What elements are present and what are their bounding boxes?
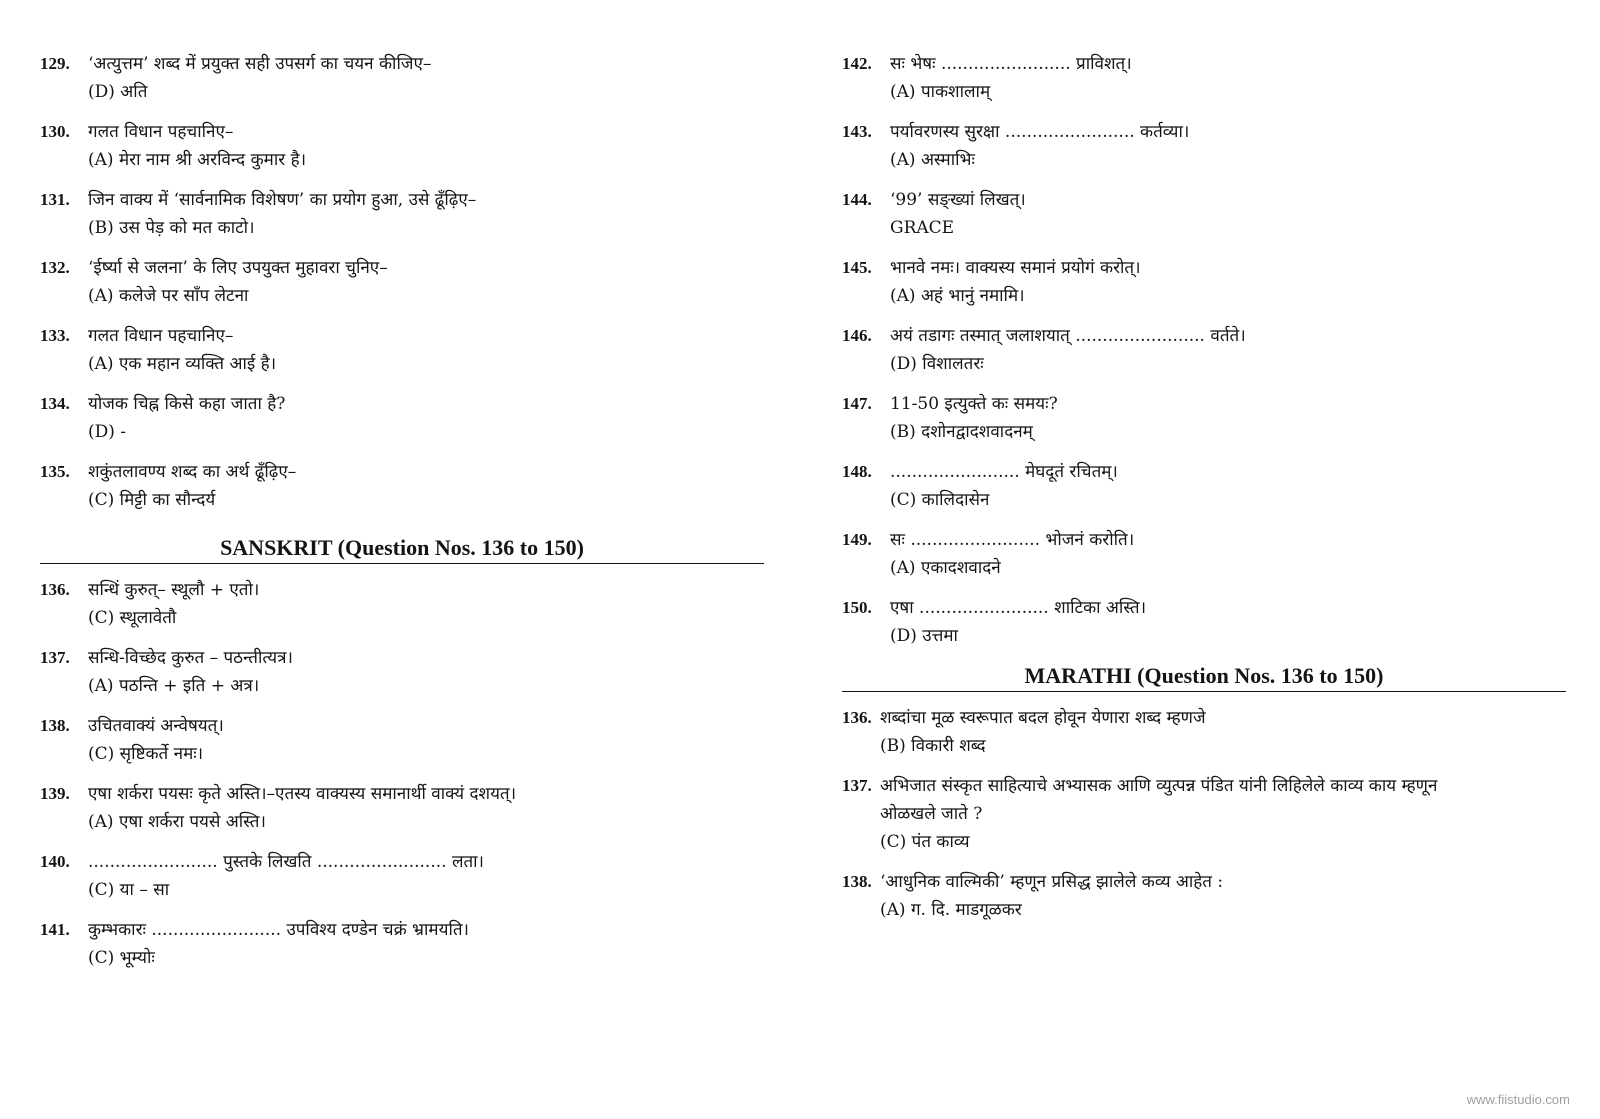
answer-text: (C) कालिदासेन (890, 490, 990, 510)
question-number: 144. (842, 190, 872, 209)
answer-text: (D) विशालतरः (890, 354, 984, 374)
question-130 (40, 118, 764, 174)
question-text: शकुंतलावण्य शब्द का अर्थ ढूँढ़िए– (88, 462, 297, 482)
question-text: शब्दांचा मूळ स्वरूपात बदल होवून येणारा शब्द म्हणजे (880, 708, 1206, 728)
question-text: भानवे नमः। वाक्यस्य समानं प्रयोगं करोत्। (890, 258, 1141, 278)
question-text: सन्धिं कुरुत्– स्थूलौ + एतो। (88, 580, 260, 600)
question-142 (842, 50, 1566, 106)
question-135 (40, 458, 764, 514)
question-140 (40, 848, 764, 904)
question-text: ‘आधुनिक वाल्मिकी’ म्हणून प्रसिद्ध झालेले कव्य आहेत : (880, 872, 1224, 892)
question-145 (842, 254, 1566, 310)
question-146 (842, 322, 1566, 378)
question-138 (40, 712, 764, 768)
answer-text: (A) पाकशालाम् (890, 82, 991, 102)
question-text: सः भेषः ........................ प्राविशत्। (890, 54, 1132, 74)
watermark: www.fiistudio.com (1466, 1092, 1570, 1107)
answer-text: GRACE (890, 218, 955, 238)
marathi-question-137 (842, 772, 1566, 856)
question-text: जिन वाक्य में ‘सार्वनामिक विशेषण’ का प्रयोग हुआ, उसे ढूँढ़िए– (88, 190, 477, 210)
question-text: ........................ पुस्तके लिखति ........................ लता। (88, 852, 485, 872)
answer-text: (C) पंत काव्य (880, 832, 970, 852)
question-number: 132. (40, 258, 70, 277)
question-144 (842, 186, 1566, 242)
marathi-question-list (842, 704, 1566, 924)
question-137 (40, 644, 764, 700)
question-number: 138. (842, 872, 872, 891)
answer-text: (A) कलेजे पर साँप लेटना (88, 286, 249, 306)
marathi-section-heading: MARATHI (Question Nos. 136 to 150) (842, 662, 1566, 692)
question-150 (842, 594, 1566, 650)
question-text: कुम्भकारः ........................ उपविश्य दण्डेन चक्रं भ्रामयति। (88, 920, 469, 940)
answer-text: (A) एकादशवादने (890, 558, 1001, 578)
question-number: 147. (842, 394, 872, 413)
answer-text: (A) एक महान व्यक्ति आई है। (88, 354, 277, 374)
question-number: 139. (40, 784, 70, 803)
question-text-continuation: ओळखले जाते ? (880, 804, 983, 824)
answer-text: (A) ग. दि. माडगूळकर (880, 900, 1022, 920)
answer-text: (A) अहं भानुं नमामि। (890, 286, 1025, 306)
question-number: 130. (40, 122, 70, 141)
question-number: 134. (40, 394, 70, 413)
marathi-question-136 (842, 704, 1566, 760)
answer-text: (A) पठन्ति + इति + अत्र। (88, 676, 260, 696)
question-147 (842, 390, 1566, 446)
question-139 (40, 780, 764, 836)
question-number: 137. (40, 648, 70, 667)
question-141 (40, 916, 764, 972)
question-number: 146. (842, 326, 872, 345)
right-column (842, 50, 1566, 936)
answer-text: (A) अस्माभिः (890, 150, 975, 170)
question-number: 148. (842, 462, 872, 481)
question-number: 136. (842, 708, 872, 727)
hindi-question-list (40, 50, 764, 514)
question-text: पर्यावरणस्य सुरक्षा ........................ कर्तव्या। (890, 122, 1190, 142)
question-number: 136. (40, 580, 70, 599)
answer-text: (A) मेरा नाम श्री अरविन्द कुमार है। (88, 150, 307, 170)
sanskrit-question-list-left (40, 576, 764, 972)
question-text: एषा ........................ शाटिका अस्ति। (890, 598, 1147, 618)
question-text: 11-50 इत्युक्ते कः समयः? (890, 394, 1058, 414)
question-text: ‘99’ सङ्ख्यां लिखत्। (890, 190, 1026, 210)
answer-text: (C) स्थूलावेतौ (88, 608, 177, 628)
marathi-question-138 (842, 868, 1566, 924)
question-129 (40, 50, 764, 106)
answer-text: (D) उत्तमा (890, 626, 958, 646)
question-text: गलत विधान पहचानिए– (88, 122, 234, 142)
question-number: 137. (842, 776, 872, 795)
left-column (40, 50, 764, 984)
question-number: 142. (842, 54, 872, 73)
question-text: गलत विधान पहचानिए– (88, 326, 234, 346)
sanskrit-question-list-right (842, 50, 1566, 650)
question-number: 141. (40, 920, 70, 939)
question-text: अभिजात संस्कृत साहित्याचे अभ्यासक आणि व्युत्पन्न पंडित यांनी लिहिलेले काव्य काय म्हणून (880, 776, 1438, 796)
answer-text: (D) अति (88, 82, 148, 102)
question-text: सः ........................ भोजनं करोति। (890, 530, 1135, 550)
question-number: 143. (842, 122, 872, 141)
sanskrit-section-heading: SANSKRIT (Question Nos. 136 to 150) (40, 534, 764, 564)
question-number: 129. (40, 54, 70, 73)
question-132 (40, 254, 764, 310)
question-143 (842, 118, 1566, 174)
question-136 (40, 576, 764, 632)
answer-text: (A) एषा शर्करा पयसे अस्ति। (88, 812, 266, 832)
question-number: 138. (40, 716, 70, 735)
question-149 (842, 526, 1566, 582)
question-133 (40, 322, 764, 378)
answer-text: (C) सृष्टिकर्ते नमः। (88, 744, 204, 764)
question-number: 150. (842, 598, 872, 617)
question-text: सन्धि-विच्छेद कुरुत – पठन्तीत्यत्र। (88, 648, 293, 668)
question-148 (842, 458, 1566, 514)
question-number: 135. (40, 462, 70, 481)
question-text: एषा शर्करा पयसः कृते अस्ति।–एतस्य वाक्यस्य समानार्थी वाक्यं दशयत्। (88, 784, 517, 804)
question-number: 149. (842, 530, 872, 549)
question-131 (40, 186, 764, 242)
question-number: 133. (40, 326, 70, 345)
question-134 (40, 390, 764, 446)
question-text: अयं तडागः तस्मात् जलाशयात् ........................ वर्तते। (890, 326, 1246, 346)
question-number: 131. (40, 190, 70, 209)
answer-text: (B) दशोनद्वादशवादनम् (890, 422, 1033, 442)
answer-text: (C) भूम्योः (88, 948, 155, 968)
question-text: ‘अत्युत्तम’ शब्द में प्रयुक्त सही उपसर्ग का चयन कीजिए– (88, 54, 432, 74)
answer-text: (B) विकारी शब्द (880, 736, 986, 756)
question-number: 145. (842, 258, 872, 277)
answer-text: (C) मिट्टी का सौन्दर्य (88, 490, 216, 510)
question-number: 140. (40, 852, 70, 871)
question-text: ‘ईर्ष्या से जलना’ के लिए उपयुक्त मुहावरा चुनिए– (88, 258, 388, 278)
question-text: योजक चिह्न किसे कहा जाता है? (88, 394, 286, 414)
answer-text: (B) उस पेड़ को मत काटो। (88, 218, 255, 238)
answer-text: (D) - (88, 422, 127, 442)
question-text: उचितवाक्यं अन्वेषयत्। (88, 716, 224, 736)
answer-text: (C) या – सा (88, 880, 170, 900)
question-text: ........................ मेघदूतं रचितम्। (890, 462, 1118, 482)
